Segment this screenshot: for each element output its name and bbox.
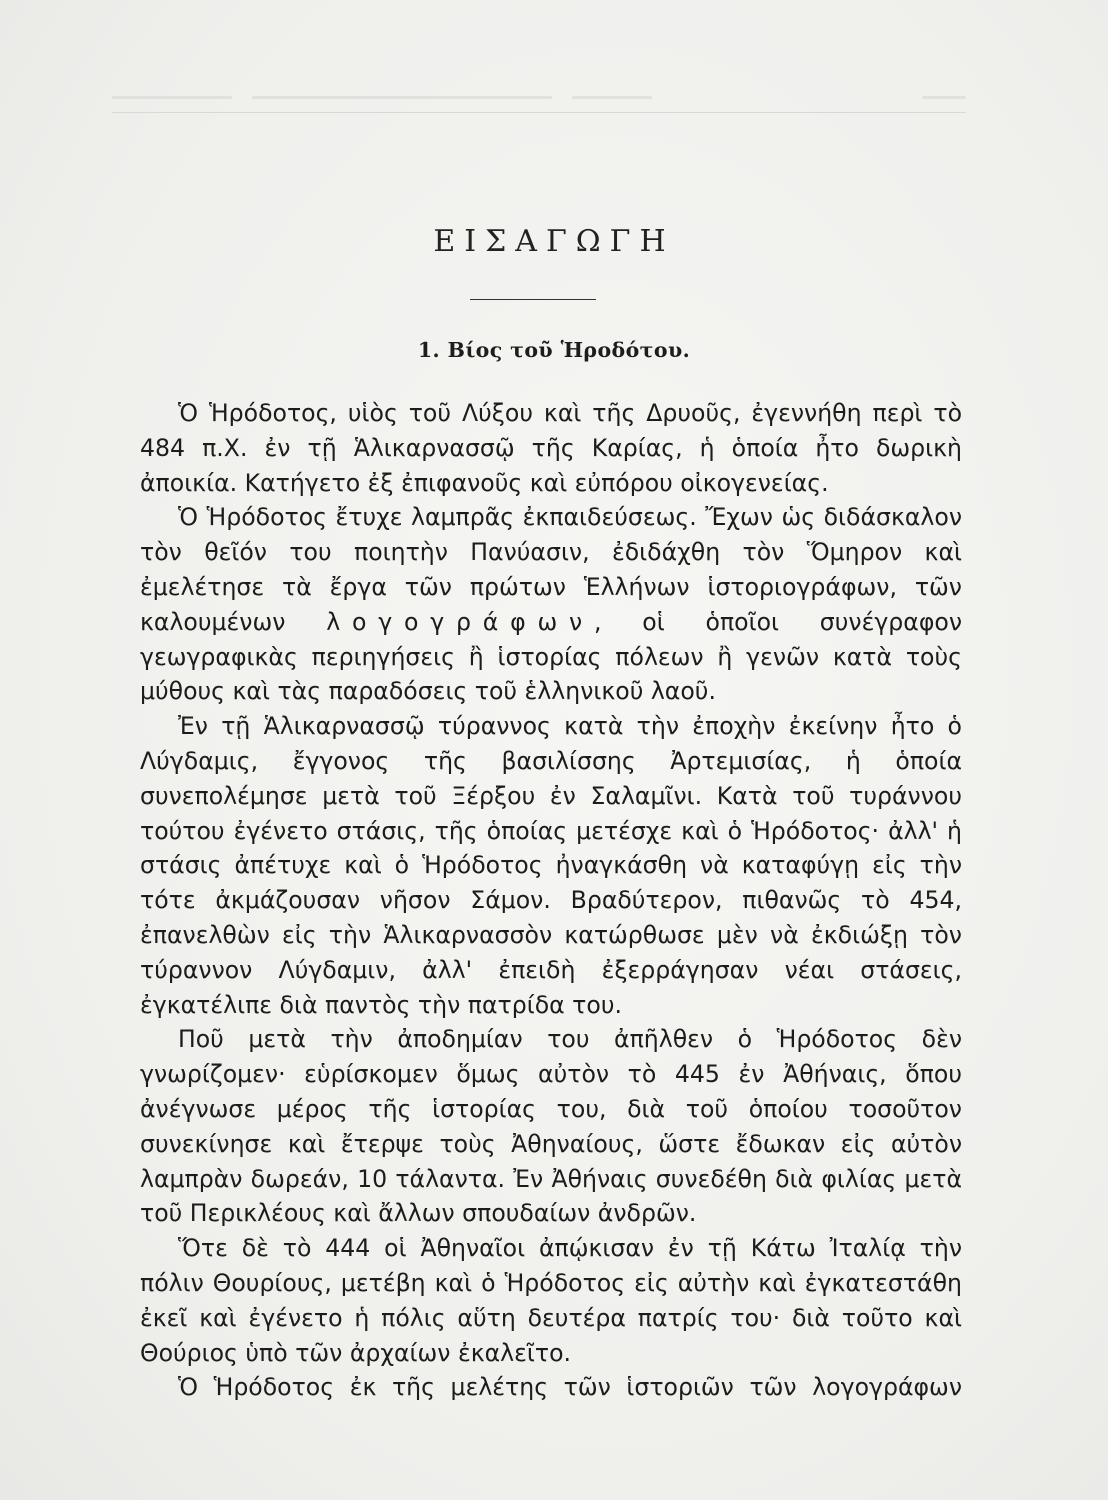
paragraph-2: Ὁ Ἡρόδοτος ἔτυχε λαμπρᾶς ἐκπαιδεύσεως. Ἔχων ὡς διδάσκαλον τὸν θεῖόν του ποιητὴν Πανύασιν, ἐδιδάχθη τὸν Ὅμηρον καὶ ἐμελέτησε τὰ ἔργα τῶν πρώτων Ἑλλήνων ἱστοριογράφων, τῶν καλουμένων λογογράφων, οἱ ὁποῖοι συνέγραφον γεωγραφικὰς περιηγήσεις ἢ ἱστορίας πόλεων ἢ γενῶν κατὰ τοὺς μύθους καὶ τὰς παραδόσεις τοῦ ἑλληνικοῦ λαοῦ. [140,503,963,706]
bleed-through-header [112,88,966,108]
title-divider [470,299,596,300]
paragraph-5: Ὅτε δὲ τὸ 444 οἱ Ἀθηναῖοι ἀπῴκισαν ἐν τῇ Κάτω Ἰταλίᾳ τὴν πόλιν Θουρίους, μετέβη καὶ ὁ Ἡρόδοτος εἰς αὐτὴν καὶ ἐγκατεστάθη ἐκεῖ καὶ ἐγένετο ἡ πόλις αὕτη δευτέρα πατρίς του· διὰ τοῦτο καὶ Θούριος ὑπὸ τῶν ἀρχαίων ἐκαλεῖτο. [140,1234,962,1367]
header-rule [112,112,966,113]
section-heading: 1. Βίος τοῦ Ἡροδότου. [417,338,691,362]
body-text [140,396,962,1405]
paragraph-6: Ὁ Ἡρόδοτος ἐκ τῆς μελέτης τῶν ἱστοριῶν τῶν λογογράφων [178,1373,962,1402]
paragraph-4: Ποῦ μετὰ τὴν ἀποδημίαν του ἀπῆλθεν ὁ Ἡρόδοτος δὲν γνωρίζομεν· εὑρίσκομεν ὅμως αὐτὸν τὸ 445 ἐν Ἀθήναις, ὅπου ἀνέγνωσε μέρος τῆς ἱστορίας του, διὰ τοῦ ὁποίου τοσοῦτον συνεκίνησε καὶ ἔτερψε τοὺς Ἀθηναίους, ὥστε ἔδωκαν εἰς αὐτὸν λαμπρὰν δωρεάν, 10 τάλαντα. Ἐν Ἀθήναις συνεδέθη διὰ φιλίας μετὰ τοῦ Περικλέους καὶ ἄλλων σπουδαίων ἀνδρῶν. [140,1025,962,1228]
chapter-title: ΕΙΣΑΓΩΓΗ [433,224,675,259]
paragraph-3: Ἐν τῇ Ἁλικαρνασσῷ τύραννος κατὰ τὴν ἐποχὴν ἐκείνην ἦτο ὁ Λύγδαμις, ἔγγονος τῆς βασιλίσσης Ἀρτεμισίας, ἡ ὁποία συνεπολέμησε μετὰ τοῦ Ξέρξου ἐν Σαλαμῖνι. Κατὰ τοῦ τυράννου τούτου ἐγένετο στάσις, τῆς ὁποίας μετέσχε καὶ ὁ Ἡρόδοτος· ἀλλ' ἡ στάσις ἀπέτυχε καὶ ὁ Ἡρόδοτος ἠναγκάσθη νὰ καταφύγῃ εἰς τὴν τότε ἀκμάζουσαν νῆσον Σάμον. Βραδύτερον, πιθανῶς τὸ 454, ἐπανελθὼν εἰς τὴν Ἁλικαρνασσὸν κατώρθωσε μὲν νὰ ἐκδιώξῃ τὸν τύραννον Λύγδαμιν, ἀλλ' ἐπειδὴ ἐξερράγησαν νέαι στάσεις, ἐγκατέλιπε διὰ παντὸς τὴν πατρίδα του. [140,712,962,1019]
spaced-term: λογογράφων [326,607,594,636]
paragraph-1: Ὁ Ἡρόδοτος, υἱὸς τοῦ Λύξου καὶ τῆς Δρυοῦς, ἐγεννήθη περὶ τὸ 484 π.Χ. ἐν τῇ Ἁλικαρνασσῷ τῆς Καρίας, ἡ ὁποία ἦτο δωρικὴ ἀποικία. Κατήγετο ἐξ ἐπιφανοῦς καὶ εὐπόρου οἰκογενείας. [140,399,962,497]
